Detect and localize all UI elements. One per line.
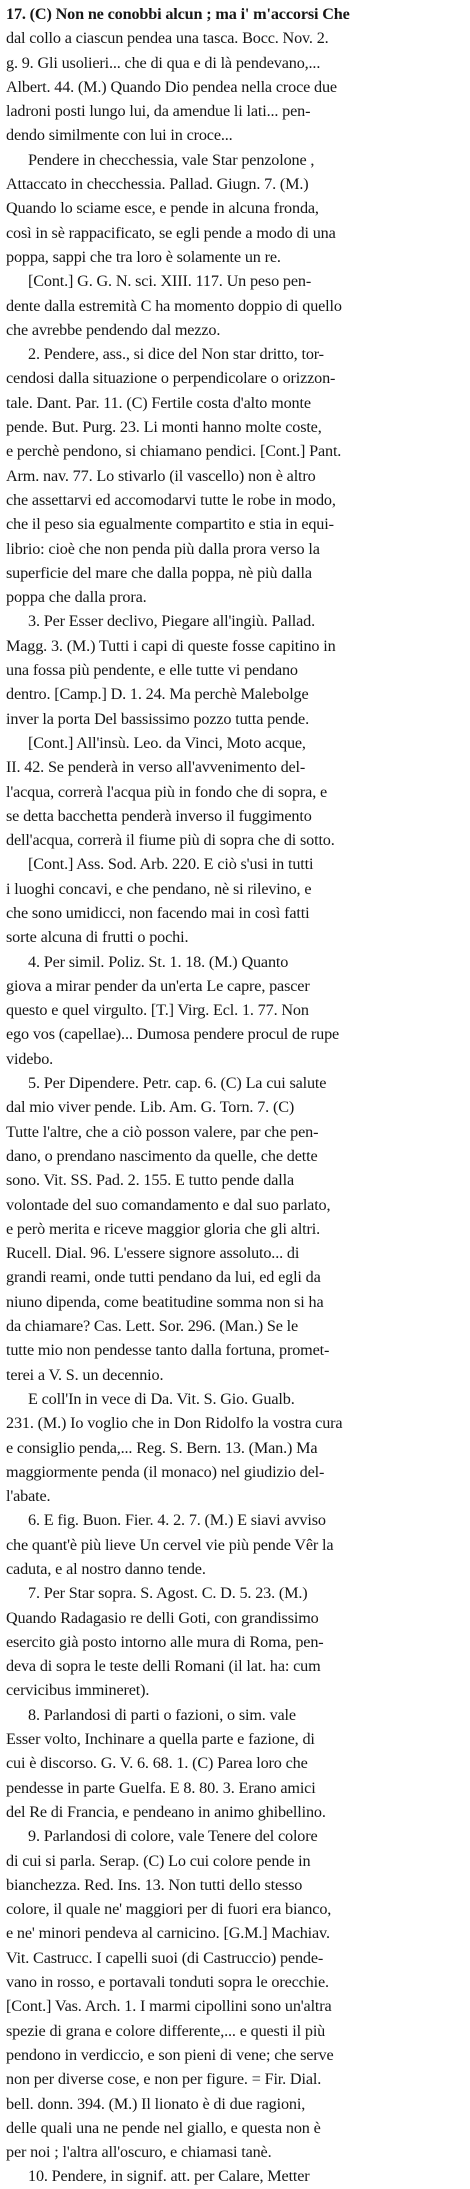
text-line: per noi ; l'altra all'oscuro, e chiamasi tanè. — [6, 2143, 272, 2162]
text-line: deva di sopra le teste delli Romani (il lat. ha: cum — [6, 1657, 321, 1676]
text-line: vano in rosso, e portavali tonduti sopra le orecchie. — [6, 1973, 329, 1992]
text-line: bianchezza. Red. Ins. 13. Non tutti dello stesso — [6, 1875, 303, 1894]
text-line: 7. Per Star sopra. S. Agost. C. D. 5. 23. (M.) — [28, 1584, 308, 1603]
text-line: tutte mio non pendesse tanto dalla fortuna, promet- — [6, 1341, 330, 1360]
text-line: da chiamare? Cas. Lett. Sor. 296. (Man.) Se le — [6, 1317, 299, 1336]
text-line: Quando Radagasio re delli Goti, con grandissimo — [6, 1608, 319, 1627]
text-line: librio: cioè che non penda più dalla prora verso la — [6, 539, 320, 558]
text-line: l'abate. — [6, 1487, 51, 1506]
text-line: 17. (C) Non ne conobbi alcun ; ma i' m'accorsi Che — [6, 5, 350, 23]
text-line: ladroni posti lungo lui, da amendue li lati... pen- — [6, 102, 311, 121]
text-line: poppa che dalla prora. — [6, 588, 147, 607]
text-line: inver la porta Del bassissimo pozzo tutta pende. — [6, 709, 309, 728]
text-line: questo e quel virgulto. [T.] Virg. Ecl. 1. 77. Non — [6, 1001, 309, 1020]
text-line: dell'acqua, correrà il fiume più di sopra che di sotto. — [6, 831, 335, 850]
text-line: terei a V. S. un decennio. — [6, 1365, 164, 1384]
text-line: videbo. — [6, 1049, 54, 1068]
text-line: colore, il quale ne' maggiori per di fuori era bianco, — [6, 1900, 332, 1919]
text-line: sorte alcuna di frutti o pochi. — [6, 928, 189, 947]
text-line: Arm. nav. 77. Lo stivarlo (il vascello) non è altro — [6, 466, 316, 485]
text-line: superficie del mare che dalla poppa, nè più dalla — [6, 563, 312, 582]
text-line: delle quali una ne pende nel giallo, e questa non è — [6, 2118, 321, 2137]
text-line: giova a mirar pender da un'erta Le capre, pascer — [6, 976, 310, 995]
text-line: e però merita e riceve maggior gloria che gli altri. — [6, 1219, 321, 1238]
text-line: i luoghi concavi, e che pendano, nè si rilevino, e — [6, 879, 312, 898]
text-line: [Cont.] All'insù. Leo. da Vinci, Moto acque, — [28, 733, 306, 752]
text-line: dendo similmente con lui in croce... — [6, 126, 233, 145]
text-line: tale. Dant. Par. 11. (C) Fertile costa d'alto monte — [6, 393, 311, 412]
text-line: Attaccato in checchessia. Pallad. Giugn. 7. (M.) — [6, 175, 309, 194]
text-line: 231. (M.) Io voglio che in Don Ridolfo la vostra cura — [6, 1414, 343, 1433]
text-line: ego vos (capellae)... Dumosa pendere procul de rupe — [6, 1025, 340, 1044]
text-line: [Cont.] Ass. Sod. Arb. 220. E ciò s'usi in tutti — [28, 855, 314, 874]
text-line: caduta, e al nostro danno tende. — [6, 1560, 206, 1578]
text-line: dentro. [Camp.] D. 1. 24. Ma perchè Malebolge — [6, 685, 309, 704]
text-line: Vit. Castrucc. I capelli suoi (di Castruccio) pende- — [6, 1948, 324, 1967]
text-line: così in sè rappacificato, se egli pende a modo di una — [6, 223, 336, 242]
text-line: II. 42. Se penderà in verso all'avvenimento del- — [6, 758, 306, 777]
text-line: 3. Per Esser declivo, Piegare all'ingiù. Pallad. — [28, 612, 316, 631]
text-line: una fossa più pendente, e elle tutte vi pendano — [6, 661, 298, 680]
text-line: l'acqua, correrà l'acqua più in fondo che di sopra, e — [6, 782, 328, 801]
text-line: dal mio viver pende. Lib. Am. G. Torn. 7. (C) — [6, 1098, 295, 1117]
text-line: 8. Parlandosi di parti o fazioni, o sim. vale — [28, 1705, 296, 1724]
text-line: dente dalla estremità C ha momento doppio di quello — [6, 296, 342, 315]
text-line: 9. Parlandosi di colore, vale Tenere del colore — [28, 1827, 318, 1846]
text-line: cendosi dalla situazione o perpendicolare o orizzon- — [6, 369, 336, 388]
text-line: volontade del suo comandamento e dal suo parlato, — [6, 1195, 331, 1214]
text-line: pende. But. Purg. 23. Li monti hanno molte coste, — [6, 418, 322, 437]
text-line: Rucell. Dial. 96. L'essere signore assoluto... di — [6, 1244, 300, 1263]
text-line: che sono umidicci, non facendo mai in così fatti — [6, 903, 310, 922]
text-line: che avrebbe pendendo dal mezzo. — [6, 320, 221, 339]
text-line: pendono in verdiccio, e son pieni di vene; che serve — [6, 2045, 334, 2064]
text-line: se detta bacchetta penderà inverso il fuggimento — [6, 806, 312, 825]
text-line: Albert. 44. (M.) Quando Dio pendea nella croce due — [6, 77, 337, 96]
text-line: Pendere in checchessia, vale Star penzolone , — [28, 150, 315, 169]
text-line: poppa, sappi che tra loro è solamente un re. — [6, 247, 281, 266]
text-line: che assettarvi ed accomodarvi tutte le robe in modo, — [6, 490, 336, 509]
text-line: Quando lo sciame esce, e pende in alcuna fronda, — [6, 199, 319, 218]
text-line: maggiormente penda (il monaco) nel giudizio del- — [6, 1462, 325, 1481]
text-line: che il peso sia egualmente compartito e stia in equi- — [6, 515, 334, 534]
text-line: [Cont.] Vas. Arch. 1. I marmi cipollini sono un'altra — [6, 1997, 332, 2016]
text-line: dal collo a ciascun pendea una tasca. Bocc. Nov. 2. — [6, 29, 329, 48]
text-line: e perchè pendono, si chiamano pendici. [Cont.] Pant. — [6, 442, 342, 461]
text-line: dano, o prendano nascimento da quelle, che dette — [6, 1146, 318, 1165]
text-line: pendesse in parte Guelfa. E 8. 80. 3. Erano amici — [6, 1778, 316, 1797]
text-line: Tutte l'altre, che a ciò posson valere, par che pen- — [6, 1122, 319, 1141]
text-line: Esser volto, Inchinare a quella parte e fazione, di — [6, 1730, 315, 1749]
text-line: sono. Vit. SS. Pad. 2. 155. E tutto pende dalla — [6, 1171, 294, 1190]
text-line: niuno dipenda, come beatitudine somma non si ha — [6, 1292, 324, 1311]
text-line: grandi reami, onde tutti pendano da lui, ed egli da — [6, 1268, 321, 1287]
text-line: 2. Pendere, ass., si dice del Non star dritto, tor- — [28, 345, 324, 364]
text-line: 10. Pendere, in signif. att. per Calare, Metter — [28, 2167, 310, 2186]
text-line: Magg. 3. (M.) Tutti i capi di queste fosse capitino in — [6, 636, 336, 655]
text-line: [Cont.] G. G. N. sci. XIII. 117. Un peso pen- — [28, 272, 312, 291]
text-line: 4. Per simil. Poliz. St. 1. 18. (M.) Quanto — [28, 952, 289, 971]
text-line: cervicibus immineret). — [6, 1681, 150, 1700]
text-line: del Re di Francia, e pendeano in animo ghibellino. — [6, 1802, 326, 1821]
text-line: 5. Per Dipendere. Petr. cap. 6. (C) La cui salute — [28, 1074, 327, 1093]
text-line: E coll'In in vece di Da. Vit. S. Gio. Gualb. — [28, 1389, 295, 1408]
text-line: esercito già posto intorno alle mura di Roma, pen- — [6, 1632, 324, 1651]
text-line: non per diverse cose, e non per figure. = Fir. Dial. — [6, 2070, 322, 2089]
text-line: di cui si parla. Serap. (C) Lo cui colore pende in — [6, 1851, 311, 1870]
text-line: spezie di grana e colore differente,... e questi il più — [6, 2021, 326, 2040]
text-line: e consiglio penda,... Reg. S. Bern. 13. (Man.) Ma — [6, 1438, 318, 1457]
text-line: bell. donn. 394. (M.) Il lionato è di due ragioni, — [6, 2094, 306, 2113]
text-line: 6. E fig. Buon. Fier. 4. 2. 7. (M.) E siavi avviso — [28, 1511, 326, 1530]
text-line: che quant'è più lieve Un cervel vie più pende Vêr la — [6, 1535, 334, 1554]
text-line: g. 9. Gli usolieri... che di qua e di là pendevano,... — [6, 53, 321, 72]
text-line: cui è discorso. G. V. 6. 68. 1. (C) Parea loro che — [6, 1754, 308, 1773]
text-line: e ne' minori pendeva al carnicino. [G.M.] Machiav. — [6, 1924, 330, 1943]
